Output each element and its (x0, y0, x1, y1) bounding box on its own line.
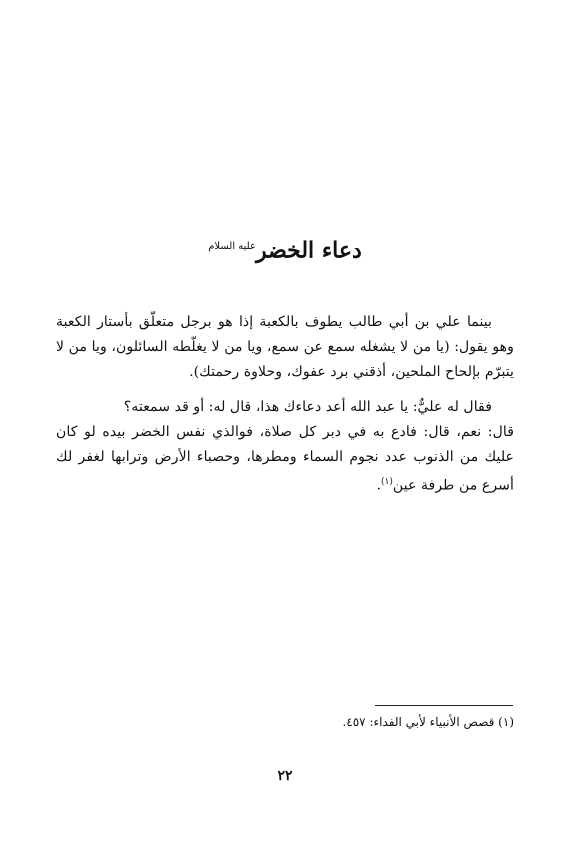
page-title (0, 232, 570, 265)
title-text: دعاء الخضر (255, 237, 362, 264)
footnote-marker: (١) (381, 477, 393, 487)
paragraph-3-text: قال: نعم، قال: فادع به في دبر كل صلاة، فوالذي نفس الخضر بيده لو كان عليك من الذنوب عدد نجوم السماء ومطرها، وحصباء الأرض وترابها لغفر لك أسرع من طرفة عين (56, 424, 514, 494)
title-honorific: عليه السلام (208, 241, 256, 252)
page-number: ٢٢ (277, 768, 293, 784)
footnote-divider (375, 705, 513, 706)
paragraph-3: قال: نعم، قال: فادع به في دبر كل صلاة، فوالذي نفس الخضر بيده لو كان عليك من الذنوب عدد نجوم السماء ومطرها، وحصباء الأرض وترابها لغفر لك أسرع من طرفة عين$^{(١)}$. (56, 424, 514, 494)
body-text (56, 310, 514, 499)
footnote: (١) قصص الأنبياء لأبي الفداء: ٤٥٧. (342, 715, 514, 729)
paragraph-1: بينما علي بن أبي طالب يطوف بالكعبة إذا هو برجل متعلّق بأستار الكعبة وهو يقول: (يا من لا يشغله سمع عن سمع، ويا من لا يغلّطه السائلون، ويا من لا يتبرّم بإلحاح الملحين، أذقني برد عفوك، وحلاوة رحمتك). (56, 314, 514, 380)
paragraph-2: فقال له عليٌّ: يا عبد الله أعد دعاءك هذا، قال له: أو قد سمعته؟ (123, 399, 492, 415)
